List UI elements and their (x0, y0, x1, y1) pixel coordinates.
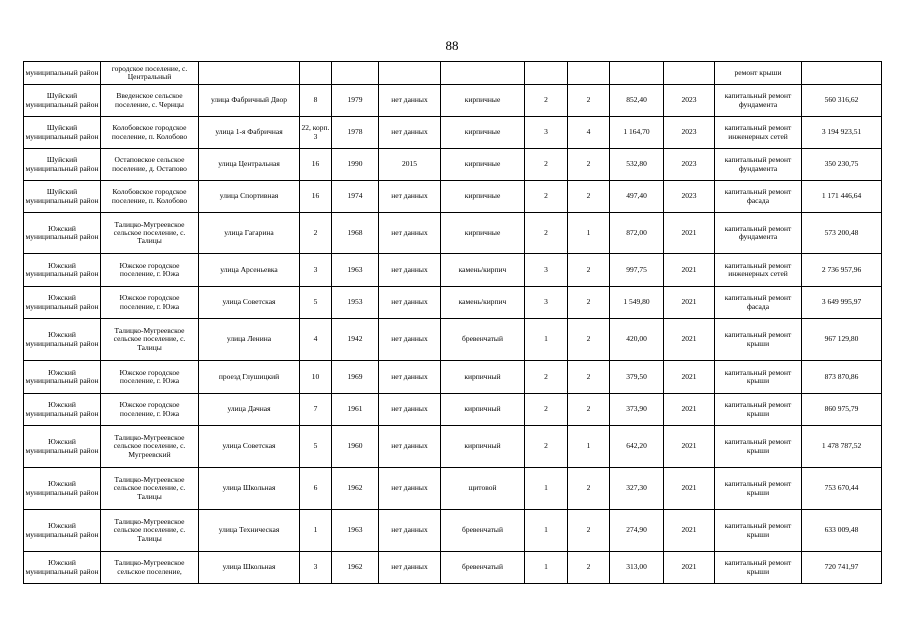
street-cell: улица Дачная (199, 394, 300, 426)
area-cell: 642,20 (610, 426, 664, 468)
district-cell: Шуйский муниципальный район (24, 117, 101, 149)
area-cell: 373,90 (610, 394, 664, 426)
area-cell: 997,75 (610, 254, 664, 287)
renovation-year-cell: нет данных (379, 468, 441, 510)
wall-material-cell: кирпичный (441, 394, 525, 426)
renovation-year-cell (379, 62, 441, 85)
work-type-cell: капитальный ремонт фундамента (715, 213, 802, 254)
cost-cell: 967 129,80 (802, 319, 882, 361)
floors-cell: 3 (525, 254, 568, 287)
street-cell (199, 62, 300, 85)
renovation-year-cell: нет данных (379, 181, 441, 213)
table-row (24, 254, 882, 287)
entrances-cell: 2 (568, 510, 610, 552)
repair-year-cell: 2023 (664, 149, 715, 181)
street-cell: улица Советская (199, 287, 300, 319)
cost-cell: 720 741,97 (802, 552, 882, 584)
area-cell: 1 549,80 (610, 287, 664, 319)
street-cell: улица Арсеньевка (199, 254, 300, 287)
area-cell: 274,90 (610, 510, 664, 552)
built-year-cell: 1979 (332, 85, 379, 117)
wall-material-cell: кирпичные (441, 213, 525, 254)
settlement-cell: Южское городское поселение, г. Южа (101, 287, 199, 319)
entrances-cell: 2 (568, 394, 610, 426)
house-number-cell: 16 (300, 181, 332, 213)
floors-cell: 1 (525, 468, 568, 510)
entrances-cell: 2 (568, 319, 610, 361)
district-cell: Южский муниципальный район (24, 254, 101, 287)
area-cell: 379,50 (610, 361, 664, 394)
work-type-cell: капитальный ремонт фасада (715, 287, 802, 319)
renovation-year-cell: нет данных (379, 552, 441, 584)
wall-material-cell (441, 62, 525, 85)
entrances-cell: 4 (568, 117, 610, 149)
cost-cell: 753 670,44 (802, 468, 882, 510)
entrances-cell: 1 (568, 213, 610, 254)
wall-material-cell: кирпичные (441, 181, 525, 213)
street-cell: улица Советская (199, 426, 300, 468)
table-row (24, 287, 882, 319)
wall-material-cell: щитовой (441, 468, 525, 510)
work-type-cell: ремонт крыши (715, 62, 802, 85)
entrances-cell: 2 (568, 552, 610, 584)
renovation-year-cell: нет данных (379, 319, 441, 361)
district-cell: Южский муниципальный район (24, 319, 101, 361)
settlement-cell: Южское городское поселение, г. Южа (101, 254, 199, 287)
built-year-cell: 1942 (332, 319, 379, 361)
wall-material-cell: бревенчатый (441, 510, 525, 552)
table-row (24, 319, 882, 361)
table-body (24, 62, 882, 584)
floors-cell (525, 62, 568, 85)
renovation-year-cell: нет данных (379, 117, 441, 149)
repair-year-cell: 2021 (664, 254, 715, 287)
cost-cell: 350 230,75 (802, 149, 882, 181)
renovation-year-cell: нет данных (379, 510, 441, 552)
repair-year-cell: 2021 (664, 213, 715, 254)
district-cell: Шуйский муниципальный район (24, 85, 101, 117)
house-number-cell: 2 (300, 213, 332, 254)
built-year-cell: 1963 (332, 254, 379, 287)
repair-year-cell: 2021 (664, 552, 715, 584)
cost-cell: 573 200,48 (802, 213, 882, 254)
repair-year-cell (664, 62, 715, 85)
renovation-year-cell: нет данных (379, 85, 441, 117)
repair-year-cell: 2021 (664, 426, 715, 468)
repair-year-cell: 2023 (664, 85, 715, 117)
area-cell: 872,00 (610, 213, 664, 254)
floors-cell: 1 (525, 510, 568, 552)
work-type-cell: капитальный ремонт фундамента (715, 149, 802, 181)
entrances-cell: 2 (568, 149, 610, 181)
wall-material-cell: камень/кирпич (441, 287, 525, 319)
repair-year-cell: 2021 (664, 287, 715, 319)
street-cell: улица Техническая (199, 510, 300, 552)
settlement-cell: Талицко-Мугреевское сельское поселение, с. Талицы (101, 319, 199, 361)
entrances-cell: 2 (568, 85, 610, 117)
entrances-cell: 2 (568, 181, 610, 213)
table-row (24, 62, 882, 85)
built-year-cell: 1960 (332, 426, 379, 468)
floors-cell: 1 (525, 552, 568, 584)
house-number-cell: 16 (300, 149, 332, 181)
area-cell: 420,00 (610, 319, 664, 361)
table-row (24, 394, 882, 426)
street-cell: улица Гагарина (199, 213, 300, 254)
settlement-cell: Колобовское городское поселение, п. Колобово (101, 117, 199, 149)
repair-year-cell: 2023 (664, 181, 715, 213)
house-number-cell: 4 (300, 319, 332, 361)
area-cell: 532,80 (610, 149, 664, 181)
work-type-cell: капитальный ремонт крыши (715, 426, 802, 468)
wall-material-cell: бревенчатый (441, 319, 525, 361)
street-cell: улица Ленина (199, 319, 300, 361)
entrances-cell: 1 (568, 426, 610, 468)
district-cell: Южский муниципальный район (24, 213, 101, 254)
built-year-cell: 1968 (332, 213, 379, 254)
house-number-cell: 6 (300, 468, 332, 510)
settlement-cell: Остаповское сельское поселение, д. Остапово (101, 149, 199, 181)
floors-cell: 2 (525, 361, 568, 394)
renovation-year-cell: нет данных (379, 213, 441, 254)
table-row (24, 117, 882, 149)
settlement-cell: Колобовское городское поселение, п. Колобово (101, 181, 199, 213)
house-number-cell: 22, корп. 3 (300, 117, 332, 149)
floors-cell: 2 (525, 85, 568, 117)
street-cell: улица Центральная (199, 149, 300, 181)
district-cell: Южский муниципальный район (24, 426, 101, 468)
wall-material-cell: кирпичный (441, 426, 525, 468)
table-row (24, 468, 882, 510)
wall-material-cell: кирпичные (441, 149, 525, 181)
house-number-cell: 7 (300, 394, 332, 426)
floors-cell: 2 (525, 149, 568, 181)
renovation-year-cell: нет данных (379, 361, 441, 394)
wall-material-cell: бревенчатый (441, 552, 525, 584)
built-year-cell: 1974 (332, 181, 379, 213)
cost-cell: 2 736 957,96 (802, 254, 882, 287)
street-cell: улица Фабричный Двор (199, 85, 300, 117)
district-cell: Южский муниципальный район (24, 361, 101, 394)
renovation-year-cell: нет данных (379, 287, 441, 319)
table-row (24, 85, 882, 117)
work-type-cell: капитальный ремонт фундамента (715, 85, 802, 117)
settlement-cell: Талицко-Мугреевское сельское поселение, с. Мугреевский (101, 426, 199, 468)
renovation-year-cell: нет данных (379, 394, 441, 426)
wall-material-cell: кирпичные (441, 85, 525, 117)
work-type-cell: капитальный ремонт инженерных сетей (715, 254, 802, 287)
table-row (24, 213, 882, 254)
built-year-cell: 1953 (332, 287, 379, 319)
wall-material-cell: камень/кирпич (441, 254, 525, 287)
repair-year-cell: 2021 (664, 510, 715, 552)
page-number: 88 (445, 38, 459, 53)
cost-cell: 860 975,79 (802, 394, 882, 426)
district-cell: Южский муниципальный район (24, 510, 101, 552)
built-year-cell: 1990 (332, 149, 379, 181)
area-cell: 852,40 (610, 85, 664, 117)
house-number-cell: 3 (300, 254, 332, 287)
cost-cell (802, 62, 882, 85)
floors-cell: 3 (525, 117, 568, 149)
table-row (24, 426, 882, 468)
street-cell: проезд Глушицкий (199, 361, 300, 394)
house-number-cell: 3 (300, 552, 332, 584)
work-type-cell: капитальный ремонт крыши (715, 468, 802, 510)
cost-cell: 873 870,86 (802, 361, 882, 394)
wall-material-cell: кирпичные (441, 117, 525, 149)
work-type-cell: капитальный ремонт фасада (715, 181, 802, 213)
table-row (24, 552, 882, 584)
work-type-cell: капитальный ремонт крыши (715, 361, 802, 394)
cost-cell: 1 171 446,64 (802, 181, 882, 213)
cost-cell: 1 478 787,52 (802, 426, 882, 468)
renovation-year-cell: 2015 (379, 149, 441, 181)
settlement-cell: Талицко-Мугреевское сельское поселение, с. Талицы (101, 213, 199, 254)
floors-cell: 2 (525, 426, 568, 468)
house-number-cell: 5 (300, 426, 332, 468)
house-number-cell: 8 (300, 85, 332, 117)
street-cell: улица Спортивная (199, 181, 300, 213)
street-cell: улица Школьная (199, 552, 300, 584)
repair-year-cell: 2021 (664, 319, 715, 361)
district-cell: Южский муниципальный район (24, 394, 101, 426)
renovation-year-cell: нет данных (379, 426, 441, 468)
built-year-cell: 1961 (332, 394, 379, 426)
settlement-cell: Южское городское поселение, г. Южа (101, 361, 199, 394)
repair-year-cell: 2021 (664, 394, 715, 426)
house-number-cell: 5 (300, 287, 332, 319)
floors-cell: 3 (525, 287, 568, 319)
area-cell: 327,30 (610, 468, 664, 510)
entrances-cell: 2 (568, 361, 610, 394)
table-row (24, 149, 882, 181)
floors-cell: 1 (525, 319, 568, 361)
work-type-cell: капитальный ремонт крыши (715, 552, 802, 584)
built-year-cell: 1962 (332, 552, 379, 584)
area-cell: 1 164,70 (610, 117, 664, 149)
house-number-cell: 10 (300, 361, 332, 394)
settlement-cell: Введенское сельское поселение, с. Чернцы (101, 85, 199, 117)
work-type-cell: капитальный ремонт инженерных сетей (715, 117, 802, 149)
built-year-cell: 1978 (332, 117, 379, 149)
settlement-cell: Талицко-Мугреевское сельское поселение, (101, 552, 199, 584)
settlement-cell: Южское городское поселение, г. Южа (101, 394, 199, 426)
street-cell: улица Школьная (199, 468, 300, 510)
district-cell: Южский муниципальный район (24, 468, 101, 510)
table-row (24, 510, 882, 552)
repair-year-cell: 2021 (664, 361, 715, 394)
wall-material-cell: кирпичный (441, 361, 525, 394)
house-number-cell (300, 62, 332, 85)
cost-cell: 560 316,62 (802, 85, 882, 117)
area-cell: 497,40 (610, 181, 664, 213)
settlement-cell: Талицко-Мугреевское сельское поселение, с. Талицы (101, 468, 199, 510)
entrances-cell (568, 62, 610, 85)
settlement-cell: городское поселение, с. Центральный (101, 62, 199, 85)
cost-cell: 3 649 995,97 (802, 287, 882, 319)
street-cell: улица 1-я Фабричная (199, 117, 300, 149)
entrances-cell: 2 (568, 468, 610, 510)
housing-repair-table (23, 61, 882, 584)
built-year-cell (332, 62, 379, 85)
entrances-cell: 2 (568, 254, 610, 287)
floors-cell: 2 (525, 394, 568, 426)
district-cell: Южский муниципальный район (24, 552, 101, 584)
district-cell: Шуйский муниципальный район (24, 181, 101, 213)
table-row (24, 361, 882, 394)
cost-cell: 633 009,48 (802, 510, 882, 552)
repair-year-cell: 2023 (664, 117, 715, 149)
floors-cell: 2 (525, 181, 568, 213)
work-type-cell: капитальный ремонт крыши (715, 319, 802, 361)
entrances-cell: 2 (568, 287, 610, 319)
repair-year-cell: 2021 (664, 468, 715, 510)
area-cell (610, 62, 664, 85)
work-type-cell: капитальный ремонт крыши (715, 394, 802, 426)
built-year-cell: 1969 (332, 361, 379, 394)
house-number-cell: 1 (300, 510, 332, 552)
renovation-year-cell: нет данных (379, 254, 441, 287)
area-cell: 313,00 (610, 552, 664, 584)
district-cell: муниципальный район (24, 62, 101, 85)
work-type-cell: капитальный ремонт крыши (715, 510, 802, 552)
settlement-cell: Талицко-Мугреевское сельское поселение, с. Талицы (101, 510, 199, 552)
district-cell: Южский муниципальный район (24, 287, 101, 319)
built-year-cell: 1962 (332, 468, 379, 510)
district-cell: Шуйский муниципальный район (24, 149, 101, 181)
floors-cell: 2 (525, 213, 568, 254)
cost-cell: 3 194 923,51 (802, 117, 882, 149)
built-year-cell: 1963 (332, 510, 379, 552)
table-row (24, 181, 882, 213)
